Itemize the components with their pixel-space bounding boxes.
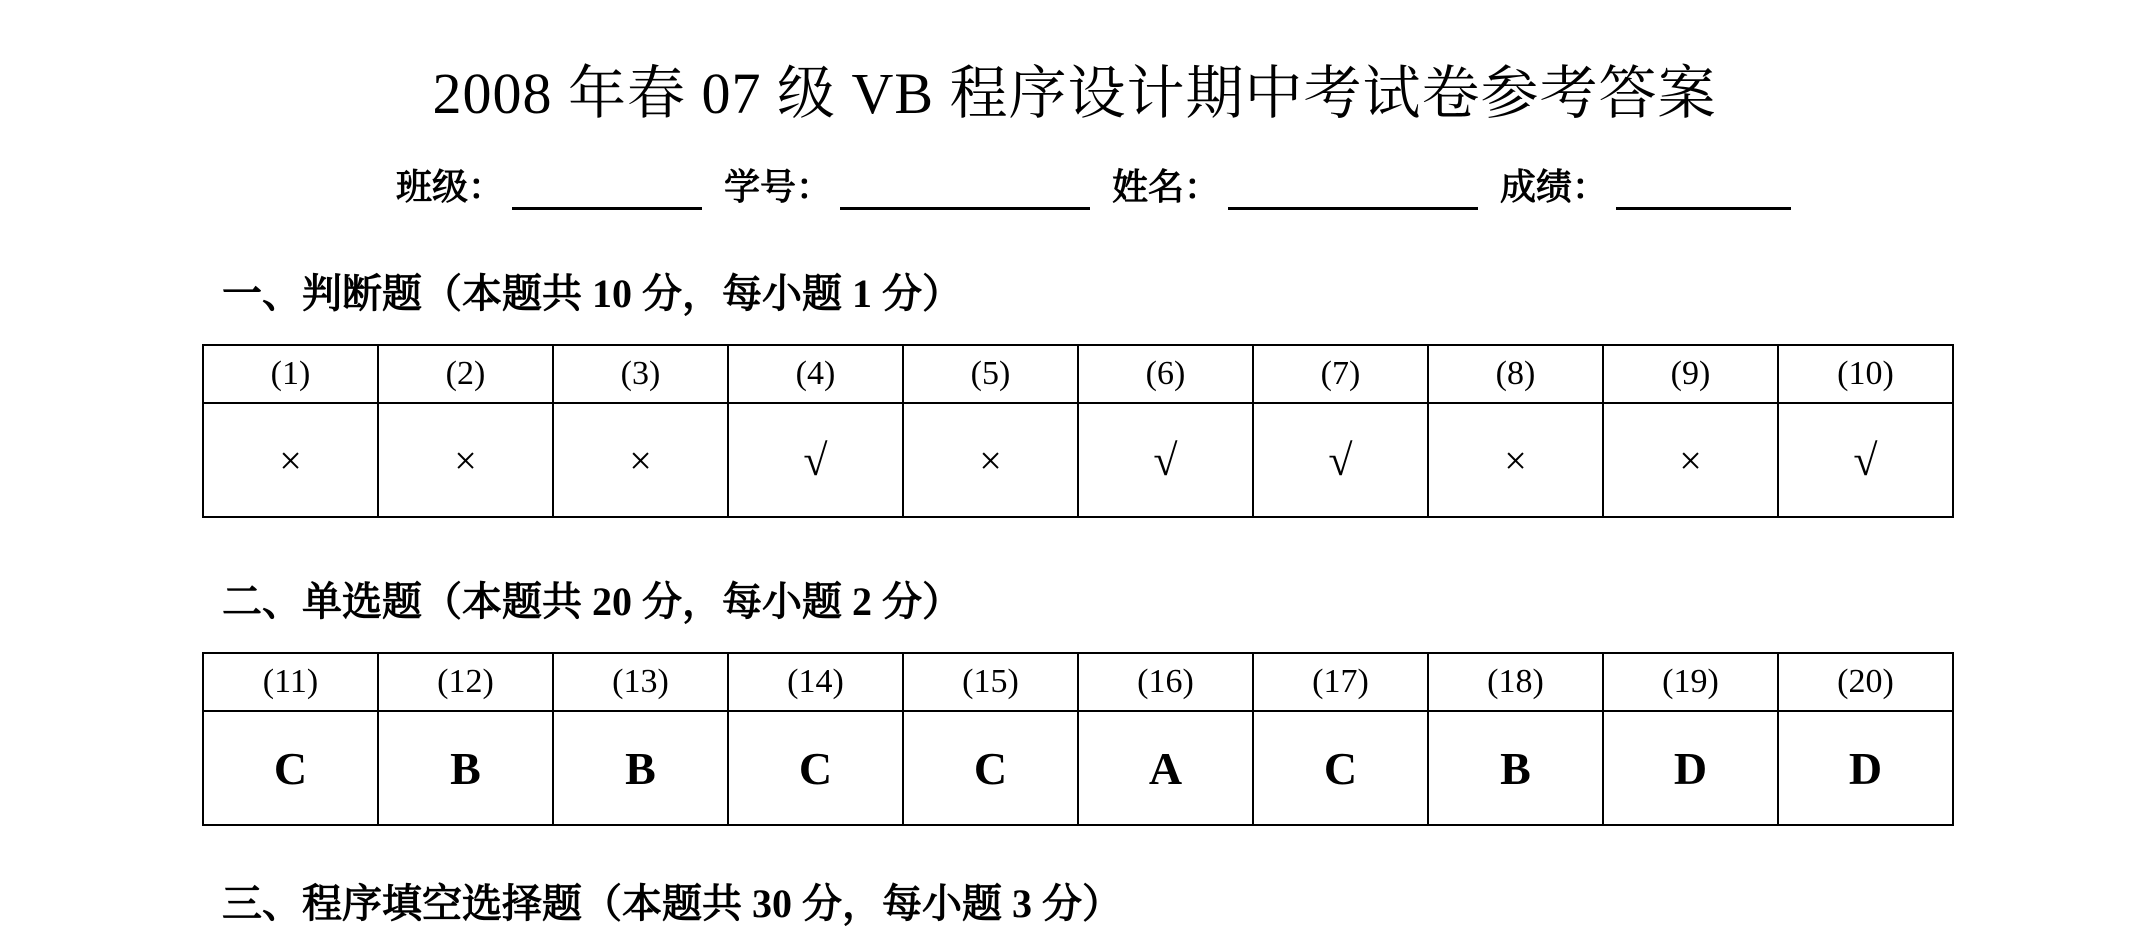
question-number-row (203, 345, 1953, 403)
student-info-row (396, 160, 1791, 210)
answer-cross-mark: × (203, 403, 378, 517)
question-number: (12) (378, 653, 553, 711)
student-id-blank (840, 169, 1090, 210)
answer-letter: C (203, 711, 378, 825)
answer-check-mark (1253, 403, 1428, 517)
question-number: (9) (1603, 345, 1778, 403)
class-blank (512, 169, 702, 210)
question-number: (14) (728, 653, 903, 711)
name-blank (1228, 169, 1478, 210)
answer-cross-mark: × (1603, 403, 1778, 517)
question-number: (10) (1778, 345, 1953, 403)
question-number: (20) (1778, 653, 1953, 711)
section-heading-true-false: 一、判断题（本题共 10 分，每小题 1 分） (222, 271, 962, 316)
question-number: (5) (903, 345, 1078, 403)
answer-cross-mark: × (1428, 403, 1603, 517)
question-number: (2) (378, 345, 553, 403)
question-number: (11) (203, 653, 378, 711)
true-false-answer-table (202, 344, 1954, 518)
question-number: (13) (553, 653, 728, 711)
answer-letter: D (1778, 711, 1953, 825)
answer-cross-mark: × (378, 403, 553, 517)
score-label: 成绩： (1500, 167, 1609, 207)
single-choice-answer-table (202, 652, 1954, 826)
answer-cross-mark: × (553, 403, 728, 517)
question-number: (6) (1078, 345, 1253, 403)
answer-check-mark (1778, 403, 1953, 517)
score-blank (1616, 169, 1791, 210)
question-number: (8) (1428, 345, 1603, 403)
answer-letter: C (728, 711, 903, 825)
answer-letter: C (903, 711, 1078, 825)
answer-letter: D (1603, 711, 1778, 825)
answer-letter: B (553, 711, 728, 825)
answer-letter: B (1428, 711, 1603, 825)
question-number: (16) (1078, 653, 1253, 711)
question-number: (3) (553, 345, 728, 403)
check-mark: √ (1328, 435, 1353, 485)
answer-letter: B (378, 711, 553, 825)
question-number: (4) (728, 345, 903, 403)
answer-check-mark (1078, 403, 1253, 517)
answer-row (203, 403, 1953, 517)
answer-letter: C (1253, 711, 1428, 825)
document-title: 2008 年春 07 级 VB 程序设计期中考试卷参考答案 (432, 61, 1717, 126)
answer-row (203, 711, 1953, 825)
question-number: (7) (1253, 345, 1428, 403)
student-id-label: 学号： (724, 167, 833, 207)
answer-check-mark (728, 403, 903, 517)
check-mark: √ (1853, 435, 1878, 485)
question-number: (17) (1253, 653, 1428, 711)
question-number: (15) (903, 653, 1078, 711)
name-label: 姓名： (1112, 167, 1221, 207)
class-label: 班级： (396, 167, 505, 207)
answer-cross-mark: × (903, 403, 1078, 517)
question-number: (19) (1603, 653, 1778, 711)
section-heading-fill-in-choice: 三、程序填空选择题（本题共 30 分，每小题 3 分） (222, 881, 1122, 926)
question-number-row (203, 653, 1953, 711)
check-mark: √ (1153, 435, 1178, 485)
answer-letter: A (1078, 711, 1253, 825)
check-mark: √ (803, 435, 828, 485)
question-number: (18) (1428, 653, 1603, 711)
question-number: (1) (203, 345, 378, 403)
section-heading-single-choice: 二、单选题（本题共 20 分，每小题 2 分） (222, 579, 962, 624)
